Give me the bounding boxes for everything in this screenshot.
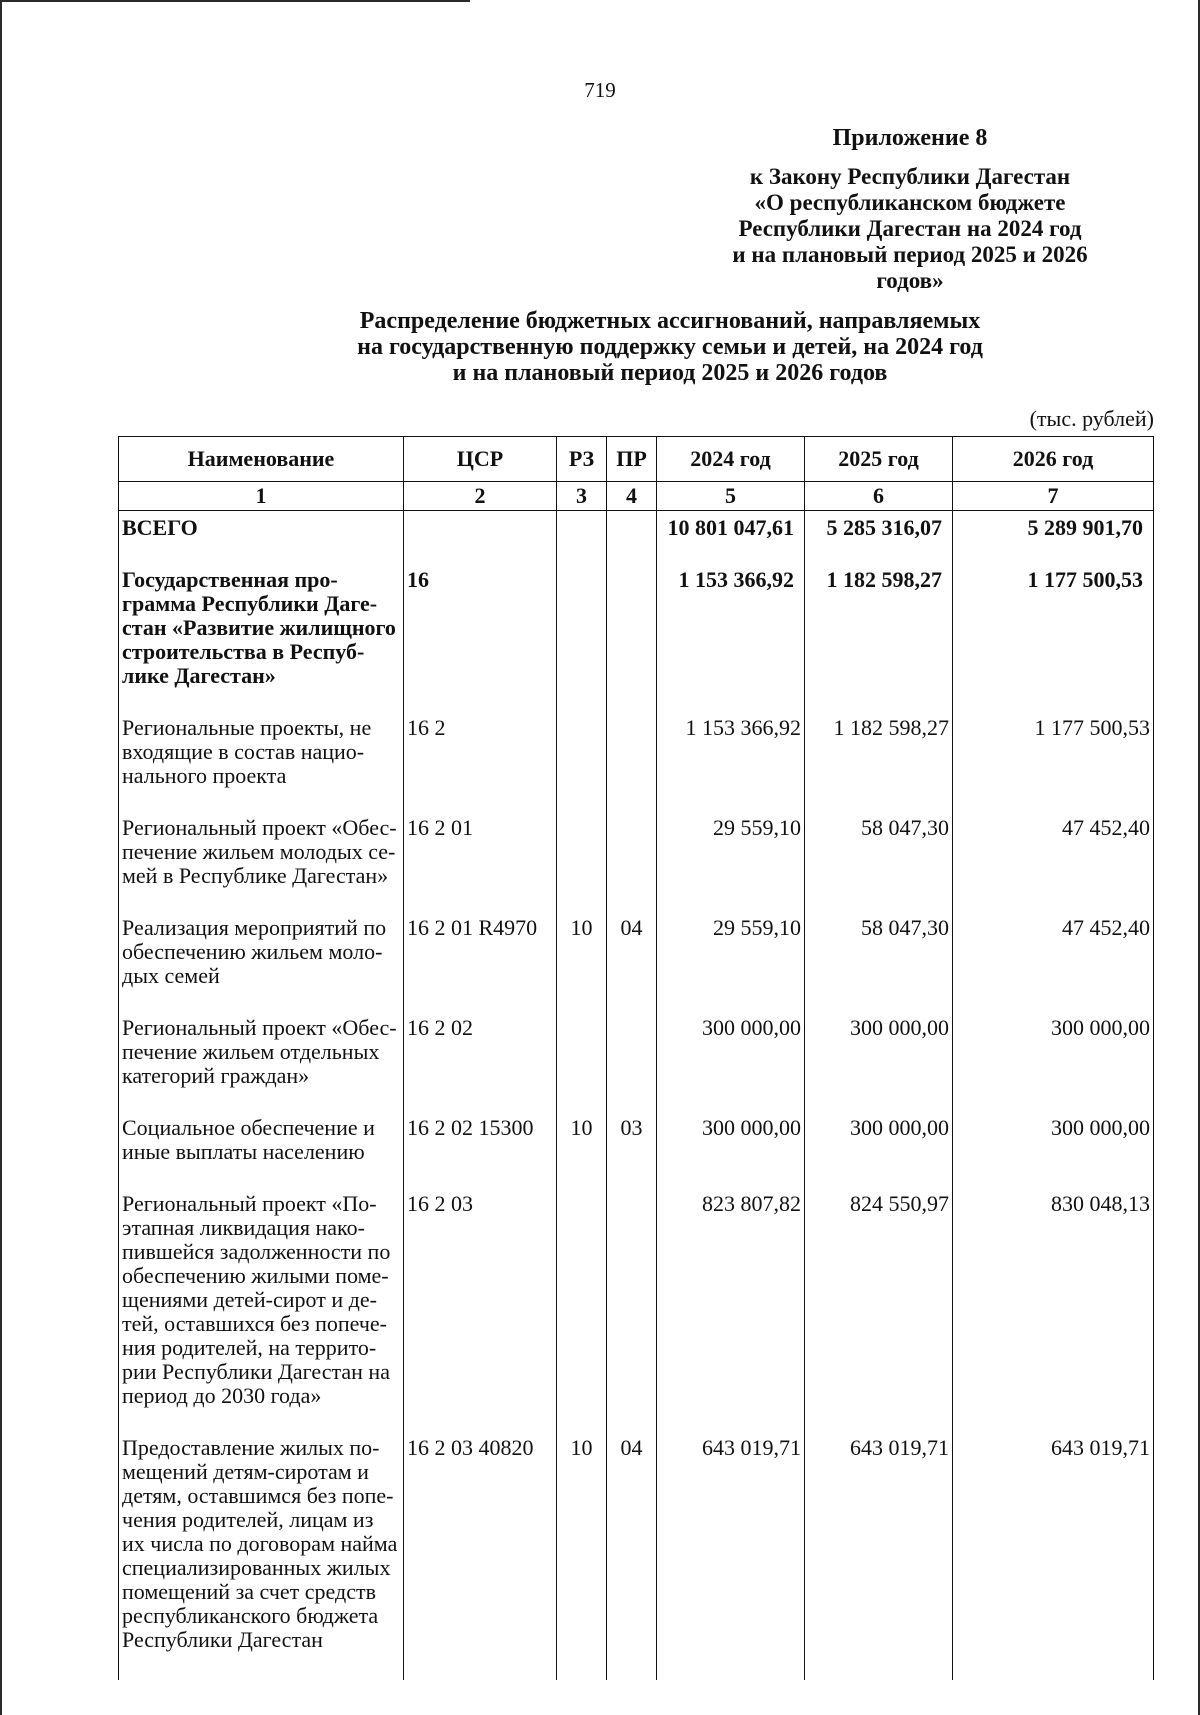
cell-pr: 03 <box>607 1116 657 1192</box>
cell-2025: 5 285 316,07 <box>805 511 953 569</box>
cell-name <box>119 1436 404 1680</box>
appendix-title: Приложение 8 <box>832 125 988 151</box>
cell-2025: 58 047,30 <box>805 916 953 1016</box>
column-number: 2 <box>404 482 557 511</box>
cell-name-line: рии Республики Дагестан на <box>122 1359 390 1384</box>
cell-2026: 1 177 500,53 <box>953 568 1154 716</box>
column-header-rz: РЗ <box>557 437 607 482</box>
cell-2026: 47 452,40 <box>953 916 1154 1016</box>
column-number-row <box>119 482 1154 511</box>
appendix-subtitle-line: к Закону Республики Дагестан <box>749 164 1071 189</box>
cell-csr: 16 2 02 15300 <box>404 1116 557 1192</box>
table-row <box>119 511 1154 569</box>
cell-2024: 300 000,00 <box>657 1016 805 1116</box>
cell-pr <box>607 1016 657 1116</box>
cell-2024: 1 153 366,92 <box>657 716 805 816</box>
cell-2025: 1 182 598,27 <box>805 716 953 816</box>
cell-rz <box>557 1192 607 1436</box>
page-number: 719 <box>584 78 616 102</box>
appendix-header <box>700 124 1120 294</box>
table-row <box>119 568 1154 716</box>
cell-name-line: мей в Республике Дагестан» <box>122 863 389 888</box>
cell-2025: 300 000,00 <box>805 1116 953 1192</box>
cell-name-line: их числа по договорам найма <box>122 1531 398 1556</box>
cell-name-line: Реализация мероприятий по <box>122 915 387 940</box>
cell-2026: 830 048,13 <box>953 1192 1154 1436</box>
cell-pr <box>607 1192 657 1436</box>
scan-edge-left <box>0 0 2 1715</box>
cell-name <box>119 568 404 716</box>
column-number: 6 <box>805 482 953 511</box>
column-number: 7 <box>953 482 1154 511</box>
cell-name <box>119 1116 404 1192</box>
cell-2025: 643 019,71 <box>805 1436 953 1680</box>
cell-name-line: детям, оставшимся без попе- <box>122 1483 394 1508</box>
cell-name <box>119 1016 404 1116</box>
cell-rz <box>557 1016 607 1116</box>
column-number: 4 <box>607 482 657 511</box>
cell-pr: 04 <box>607 1436 657 1680</box>
document-title-line: Распределение бюджетных ассигнований, направляемых <box>359 308 981 334</box>
table-row <box>119 1436 1154 1680</box>
appendix-subtitle <box>700 164 1120 294</box>
cell-name-line: мещений детям-сиротам и <box>122 1459 369 1484</box>
cell-2024: 643 019,71 <box>657 1436 805 1680</box>
cell-csr: 16 2 01 <box>404 816 557 916</box>
cell-rz <box>557 716 607 816</box>
cell-name-line: входящие в состав нацио- <box>122 739 365 764</box>
column-header-pr: ПР <box>607 437 657 482</box>
cell-name-line: помещений за счет средств <box>122 1579 376 1604</box>
cell-name-line: дых семей <box>122 963 220 988</box>
column-header-csr: ЦСР <box>404 437 557 482</box>
cell-pr <box>607 511 657 569</box>
cell-2024: 823 807,82 <box>657 1192 805 1436</box>
cell-name-line: пившейся задолженности по <box>122 1239 391 1264</box>
cell-name-line: печение жильем отдельных <box>122 1039 380 1064</box>
cell-rz <box>557 816 607 916</box>
cell-2026: 1 177 500,53 <box>953 716 1154 816</box>
column-header-2026: 2026 год <box>953 437 1154 482</box>
cell-name <box>119 716 404 816</box>
cell-2024: 29 559,10 <box>657 916 805 1016</box>
cell-name-line: чения родителей, лицам из <box>122 1507 374 1532</box>
cell-2025: 300 000,00 <box>805 1016 953 1116</box>
cell-name-line: обеспечению жилыми поме- <box>122 1263 389 1288</box>
cell-name-line: период до 2030 года» <box>122 1383 322 1408</box>
cell-name-line: этапная ликвидация нако- <box>122 1215 365 1240</box>
cell-rz <box>557 568 607 716</box>
cell-name-line: Региональные проекты, не <box>122 715 372 740</box>
cell-name-line: Региональный проект «По- <box>122 1191 377 1216</box>
cell-name-line: обеспечению жильем моло- <box>122 939 383 964</box>
cell-2026: 300 000,00 <box>953 1016 1154 1116</box>
cell-name-line: стан «Развитие жилищного <box>122 615 396 640</box>
cell-pr: 04 <box>607 916 657 1016</box>
cell-2026: 300 000,00 <box>953 1116 1154 1192</box>
table-body <box>119 511 1154 1681</box>
cell-name <box>119 816 404 916</box>
cell-csr: 16 2 02 <box>404 1016 557 1116</box>
cell-2024: 1 153 366,92 <box>657 568 805 716</box>
budget-table <box>118 436 1154 1680</box>
cell-2024: 29 559,10 <box>657 816 805 916</box>
cell-name-line: специализированных жилых <box>122 1555 391 1580</box>
cell-rz: 10 <box>557 1436 607 1680</box>
cell-name-line: Региональный проект «Обес- <box>122 815 397 840</box>
appendix-subtitle-line: «О республиканском бюджете <box>754 190 1066 215</box>
units-label: (тыс. рублей) <box>1029 406 1154 431</box>
cell-name <box>119 916 404 1016</box>
cell-rz: 10 <box>557 1116 607 1192</box>
table-row <box>119 1192 1154 1436</box>
appendix-subtitle-line: и на плановый период 2025 и 2026 годов» <box>732 242 1088 293</box>
cell-name-line: грамма Республики Даге- <box>122 591 378 616</box>
cell-name <box>119 511 404 569</box>
cell-pr <box>607 816 657 916</box>
scan-edge-top <box>0 0 470 2</box>
table-row <box>119 916 1154 1016</box>
cell-2026: 643 019,71 <box>953 1436 1154 1680</box>
cell-name <box>119 1192 404 1436</box>
cell-2025: 824 550,97 <box>805 1192 953 1436</box>
cell-name-line: печение жильем молодых се- <box>122 839 396 864</box>
table-row <box>119 1116 1154 1192</box>
column-header-2024: 2024 год <box>657 437 805 482</box>
column-number: 3 <box>557 482 607 511</box>
cell-name-line: иные выплаты населению <box>122 1139 365 1164</box>
cell-2024: 300 000,00 <box>657 1116 805 1192</box>
cell-name-line: тей, оставшихся без попече- <box>122 1311 388 1336</box>
cell-name-line: республиканского бюджета <box>122 1603 379 1628</box>
table-row <box>119 716 1154 816</box>
column-number: 1 <box>119 482 404 511</box>
cell-2026: 47 452,40 <box>953 816 1154 916</box>
cell-name-line: Предоставление жилых по- <box>122 1435 380 1460</box>
cell-pr <box>607 716 657 816</box>
cell-csr: 16 2 03 40820 <box>404 1436 557 1680</box>
document-title-line: и на плановый период 2025 и 2026 годов <box>452 360 888 386</box>
cell-csr <box>404 511 557 569</box>
cell-name-line: ния родителей, на террито- <box>122 1335 377 1360</box>
cell-csr: 16 2 01 R4970 <box>404 916 557 1016</box>
table-row <box>119 816 1154 916</box>
cell-name-line: лике Дагестан» <box>122 663 276 688</box>
cell-2026: 5 289 901,70 <box>953 511 1154 569</box>
table-row <box>119 1016 1154 1116</box>
cell-name-line: строительства в Респуб- <box>122 639 365 664</box>
cell-name-line: Социальное обеспечение и <box>122 1115 375 1140</box>
cell-name-line: щениями детей-сирот и де- <box>122 1287 377 1312</box>
cell-name-line: нального проекта <box>122 763 287 788</box>
cell-2024: 10 801 047,61 <box>657 511 805 569</box>
document-title-line: на государственную поддержку семьи и детей, на 2024 год <box>357 334 983 360</box>
appendix-subtitle-line: Республики Дагестан на 2024 год <box>738 216 1082 241</box>
cell-rz <box>557 511 607 569</box>
cell-csr: 16 2 <box>404 716 557 816</box>
cell-name-line: Региональный проект «Обес- <box>122 1015 397 1040</box>
cell-name-line: ВСЕГО <box>122 515 198 540</box>
document-title <box>300 308 1040 386</box>
column-header-2025: 2025 год <box>805 437 953 482</box>
cell-csr: 16 <box>404 568 557 716</box>
cell-rz: 10 <box>557 916 607 1016</box>
cell-2025: 1 182 598,27 <box>805 568 953 716</box>
cell-pr <box>607 568 657 716</box>
cell-2025: 58 047,30 <box>805 816 953 916</box>
table-header-row <box>119 437 1154 482</box>
column-number: 5 <box>657 482 805 511</box>
cell-name-line: Республики Дагестан <box>122 1627 323 1652</box>
cell-name-line: Государственная про- <box>122 567 338 592</box>
column-header-name: Наименование <box>119 437 404 482</box>
cell-name-line: категорий граждан» <box>122 1063 310 1088</box>
cell-csr: 16 2 03 <box>404 1192 557 1436</box>
